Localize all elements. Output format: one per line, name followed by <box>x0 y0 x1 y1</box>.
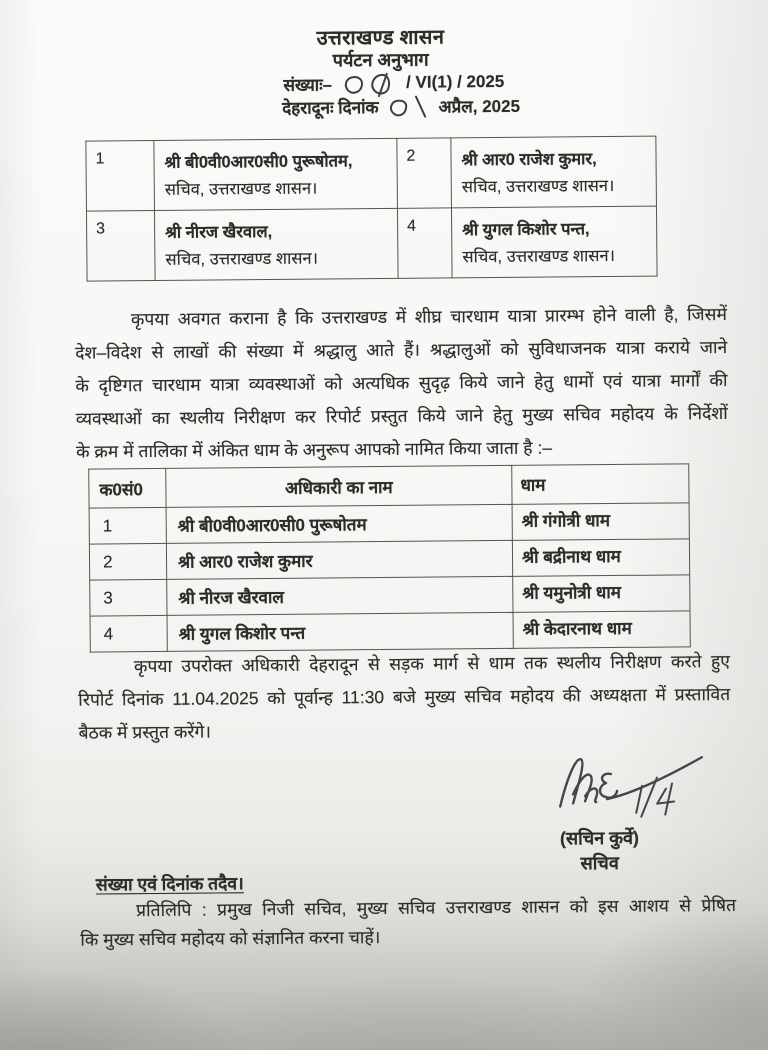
paragraph-line: कृपया उपरोक्त अधिकारी देहरादून से सड़क मार्ग से धाम तक स्थलीय निरीक्षण करते हुए <box>133 650 731 677</box>
handwritten-date <box>386 92 430 120</box>
signatory-name: (सचिन कुर्वे) <box>559 827 640 849</box>
letter-dateline-rest: अप्रैल, 2025 <box>438 96 521 117</box>
assignment-serial: 4 <box>90 615 167 652</box>
assignment-dham: श्री केदारनाथ धाम <box>513 611 690 649</box>
official-name: श्री आर0 राजेश कुमार, <box>461 150 597 170</box>
official-serial: 2 <box>397 138 452 208</box>
closing-paragraph <box>78 645 731 750</box>
official-serial: 4 <box>397 208 452 278</box>
official-designation: सचिव, उत्तराखण्ड शासन। <box>461 176 615 197</box>
official-designation: सचिव, उत्तराखण्ड शासन। <box>164 179 318 199</box>
assignment-table-header-row <box>89 464 689 508</box>
assignment-table <box>88 463 691 652</box>
paragraph-line: बैठक में प्रस्तुत करेंगे। <box>78 721 212 743</box>
assignment-row <box>89 503 689 544</box>
officials-table-row <box>86 136 657 211</box>
official-name: श्री नीरज खैरवाल, <box>165 222 273 242</box>
official-serial: 1 <box>86 140 155 211</box>
column-header-serial: क0सं0 <box>89 468 166 508</box>
paragraph-line: कृपया अवगत कराना है कि उत्तराखण्ड में शीघ्र चारधाम यात्रा प्रारम्भ होने वाली है, जिसमें <box>130 304 727 330</box>
paragraph-line: के क्रम में तालिका में अंकित धाम के अनुरूप आपको नामित किया जाता है :– <box>75 437 553 462</box>
assignment-officer: श्री आर0 राजेश कुमार <box>166 540 512 579</box>
assignment-serial: 3 <box>90 579 167 616</box>
assignment-officer: श्री नीरज खैरवाल <box>167 576 513 615</box>
official-serial: 3 <box>86 210 155 281</box>
official-cell <box>451 206 657 278</box>
column-header-officer-name: अधिकारी का नाम <box>166 465 512 507</box>
assignment-serial: 1 <box>89 507 166 544</box>
body-paragraph <box>75 298 728 469</box>
assignment-officer: श्री युगल किशोर पन्त <box>167 612 513 651</box>
official-name: श्री बी0वी0आर0सी0 पुरूषोतम, <box>164 152 353 172</box>
paragraph-line: रिपोर्ट दिनांक 11.04.2025 को पूर्वान्ह 11:30 बजे मुख्य सचिव महोदय की अध्यक्षता में प्रस्तावित <box>78 683 731 710</box>
assignment-dham: श्री यमुनोत्री धाम <box>513 575 690 613</box>
official-cell <box>451 136 657 208</box>
signature-block <box>503 743 734 885</box>
official-cell <box>154 208 398 280</box>
paragraph-line: देश–विदेश से लाखों की संख्या में श्रद्धालु आते हैं। श्रद्धालुओं को सुविधाजनक यात्रा कराये जाने <box>75 337 728 363</box>
letter-dateline <box>0 89 765 124</box>
paragraph-line: कि मुख्य सचिव महोदय को संज्ञानित करना चाहें। <box>80 927 381 950</box>
paragraph-line: प्रतिलिपि : प्रमुख निजी सचिव, मुख्य सचिव उत्तराखण्ड शासन को इस आशय से प्रेषित <box>135 894 737 921</box>
officials-table <box>85 136 657 282</box>
assignment-dham: श्री बद्रीनाथ धाम <box>512 539 689 577</box>
assignment-row <box>89 539 689 580</box>
letter-dateline-label: देहरादूनः दिनांक <box>282 97 379 118</box>
paragraph-line: व्यवस्थाओं का स्थलीय निरीक्षण कर रिपोर्ट प्रस्तुत किये जाने हेतु मुख्य सचिव महोदय के निर्देशों <box>75 402 728 429</box>
letter-number-label: संख्याः– <box>283 74 333 95</box>
assignment-row <box>90 575 690 616</box>
assignment-dham: श्री गंगोत्री धाम <box>512 503 689 541</box>
signature-scribble <box>503 743 714 825</box>
assignment-serial: 2 <box>89 543 166 580</box>
paragraph-line: के दृष्टिगत चारधाम यात्रा व्यवस्थाओं को अत्यधिक सुदृढ़ किये जाने हेतु धामों एवं यात्रा मार्गों की <box>75 370 728 396</box>
official-designation: सचिव, उत्तराखण्ड शासन। <box>462 246 616 267</box>
column-header-dham: धाम <box>512 464 689 505</box>
handwritten-page-note <box>636 777 674 816</box>
letter-number-rest: / VI(1) / 2025 <box>405 71 505 92</box>
letter-section-title: पर्यटन अनुभाग <box>332 49 429 71</box>
official-designation: सचिव, उत्तराखण्ड शासन। <box>165 249 319 269</box>
assignment-officer: श्री बी0वी0आर0सी0 पुरूषोतम <box>166 504 512 543</box>
copy-to-note <box>80 891 736 955</box>
official-name: श्री युगल किशोर पन्त, <box>462 220 590 240</box>
letter-issuing-authority: उत्तराखण्ड शासन <box>316 26 445 50</box>
signatory-designation: सचिव <box>580 852 619 874</box>
officials-table-row <box>86 206 657 281</box>
footer-ref-note: संख्या एवं दिनांक तदैव। <box>95 873 244 895</box>
official-cell <box>154 138 398 210</box>
